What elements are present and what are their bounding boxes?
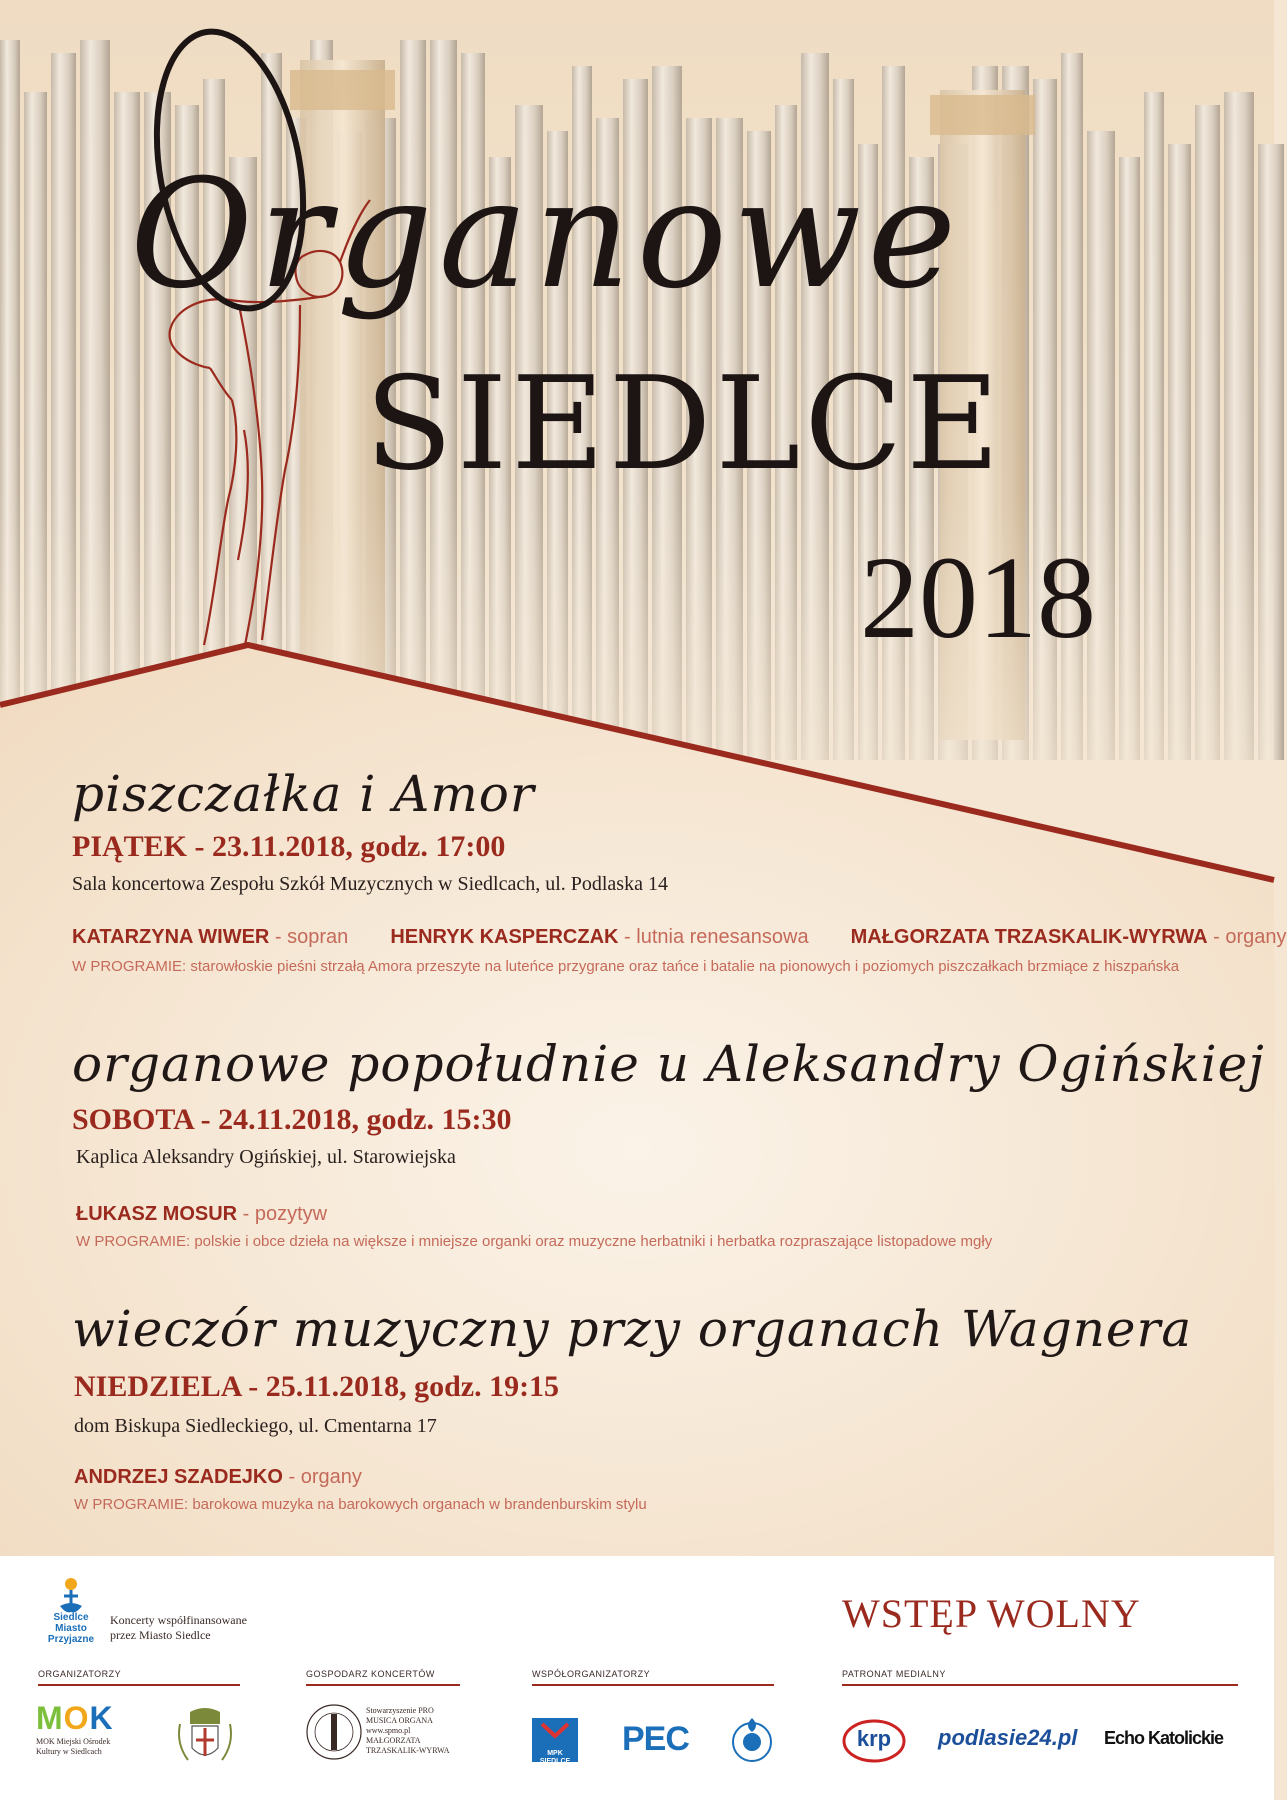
event-3-title: wieczór muzyczny przy organach Wagnera	[72, 1300, 1193, 1358]
pec-logo: PEC	[622, 1720, 689, 1758]
free-entry-label: WSTĘP WOLNY	[842, 1591, 1141, 1636]
coat-of-arms-logo	[170, 1704, 240, 1774]
performer-role: - organy	[1207, 926, 1287, 948]
event-1-date: PIĄTEK - 23.11.2018, godz. 17:00	[72, 830, 506, 863]
event-2-title: organowe popołudnie u Aleksandry Ogińskiej	[72, 1035, 1265, 1093]
event-3-program: W PROGRAMIE: barokowa muzyka na barokowych organach w brandenburskim stylu	[74, 1496, 647, 1513]
group-label-media: PATRONAT MEDIALNY	[842, 1669, 946, 1679]
water-company-emblem	[730, 1716, 774, 1764]
pro-musica-organa-logo	[304, 1700, 464, 1770]
event-1-performers	[72, 926, 1287, 949]
mpk-logo-text: MPK SIEDLCE	[539, 1750, 571, 1765]
performer-name: MAŁGORZATA TRZASKALIK-WYRWA	[850, 926, 1208, 948]
event-3-date: NIEDZIELA - 25.11.2018, godz. 19:15	[74, 1370, 560, 1403]
event-3-place: dom Biskupa Siedleckiego, ul. Cmentarna 17	[74, 1415, 437, 1437]
event-3-performers	[74, 1466, 362, 1489]
event-2-program: W PROGRAMIE: polskie i obce dzieła na większe i mniejsze organki oraz muzyczne herbatniki i herbatka rozpraszające listopadowe mgły	[76, 1233, 993, 1250]
group-label-coorganizers: WSPÓŁORGANIZATORZY	[532, 1669, 651, 1679]
performer-name: ŁUKASZ MOSUR	[76, 1203, 238, 1225]
event-1-place: Sala koncertowa Zespołu Szkół Muzycznych w Siedlcach, ul. Podlaska 14	[72, 873, 668, 895]
title-siedlce: SIEDLCE	[365, 350, 1004, 499]
event-2-performers	[76, 1203, 327, 1226]
performer-role: - sopran	[269, 926, 349, 948]
mpk-siedlce-logo	[532, 1718, 578, 1765]
performer-name: ANDRZEJ SZADEJKO	[74, 1466, 283, 1488]
performer-role: - lutnia renesansowa	[618, 926, 809, 948]
performer-role: - pozytyw	[237, 1203, 328, 1225]
sponsor-note: Koncerty współfinansowane przez Miasto Siedlce	[110, 1613, 247, 1642]
group-divider	[38, 1684, 240, 1686]
event-2-date: SOBOTA - 24.11.2018, godz. 15:30	[72, 1103, 512, 1136]
performer-role: - organy	[282, 1466, 362, 1488]
siedlce-city-logo	[38, 1574, 104, 1646]
group-divider	[532, 1684, 774, 1686]
event-1-title: piszczałka i Amor	[72, 765, 535, 823]
siedlce-logo-text: Siedlce Miasto Przyjazne	[47, 1612, 95, 1645]
mok-logo-text: MOK Miejski Ośrodek Kultury w Siedlcach	[36, 1737, 111, 1756]
group-divider	[306, 1684, 460, 1686]
group-label-host: GOSPODARZ KONCERTÓW	[306, 1669, 435, 1679]
title-organowe: Organowe	[130, 148, 963, 322]
pro-musica-organa-text: Stowarzyszenie PRO MUSICA ORGANA www.spmo.pl MAŁGORZATA TRZASKALIK-WYRWA	[366, 1706, 450, 1755]
event-2-place: Kaplica Aleksandry Ogińskiej, ul. Starowiejska	[76, 1146, 456, 1168]
echo-katolickie-logo: Echo Katolickie	[1104, 1728, 1224, 1748]
group-label-organizers: ORGANIZATORZY	[38, 1669, 122, 1679]
group-divider	[842, 1684, 1238, 1686]
event-1-program: W PROGRAMIE: starowłoskie pieśni strzałą Amora przeszyte na luteńce przygrane oraz tańce i batalie na pionowych i poziomych piszczałkach brzmiące z hiszpańska	[72, 958, 1180, 975]
krp-logo-text: krp	[856, 1726, 892, 1751]
performer-name: KATARZYNA WIWER	[72, 926, 270, 948]
krp-logo	[842, 1718, 906, 1764]
podlasie24-logo: podlasie24.pl	[938, 1725, 1078, 1750]
mok-logo: MOK MOK Miejski Ośrodek Kultury w Siedlcach	[36, 1700, 126, 1780]
title-year: 2018	[860, 532, 1096, 663]
performer-name: HENRYK KASPERCZAK	[390, 926, 619, 948]
